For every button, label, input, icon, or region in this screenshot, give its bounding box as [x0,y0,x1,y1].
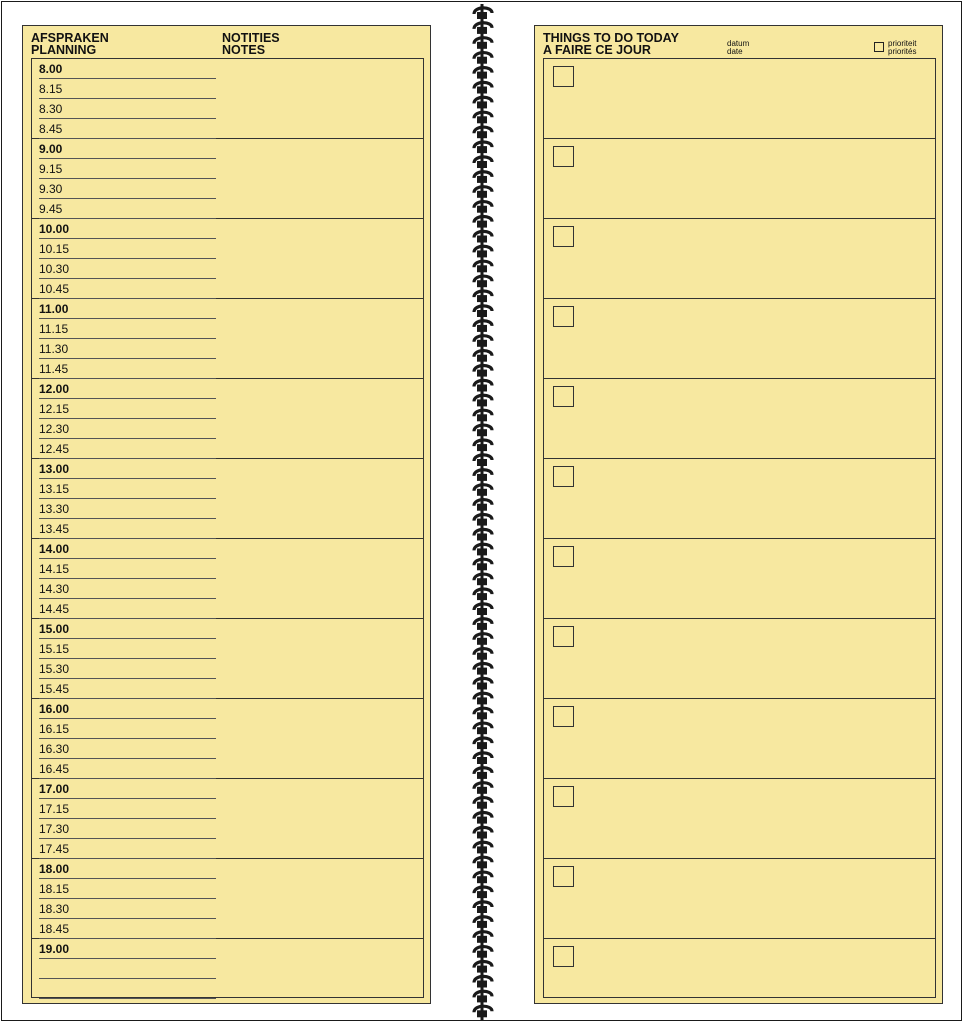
hour-block [32,859,423,939]
spiral-clip [477,563,487,570]
spiral-clip [477,12,487,19]
appointments-header [31,32,109,56]
todo-row[interactable] [544,779,935,859]
spiral-clip [477,936,487,943]
spiral-clip [477,429,487,436]
spiral-clip [477,981,487,988]
spiral-clip [477,519,487,526]
spiral-clip [477,355,487,362]
time-slot[interactable]: 17.30 [39,819,216,839]
spiral-clip [477,995,487,1002]
time-slot[interactable]: 18.15 [39,879,216,899]
notes-header-nl: NOTITIES [222,31,280,45]
time-slot[interactable]: 17.45 [39,839,216,859]
time-slot[interactable]: 17.15 [39,799,216,819]
time-slot[interactable]: 13.00 [39,459,216,479]
time-slot[interactable]: 13.30 [39,499,216,519]
spiral-clip [477,906,487,913]
spiral-clip [477,444,487,451]
spiral-clip [477,876,487,883]
spiral-clip [477,504,487,511]
hour-block [32,379,423,459]
time-slot[interactable] [39,959,216,979]
time-slot[interactable]: 14.15 [39,559,216,579]
spiral-clip [477,399,487,406]
spiral-clip [477,236,487,243]
todo-checkbox[interactable] [553,466,574,487]
spiral-clip [477,489,487,496]
todo-checkbox[interactable] [553,226,574,247]
spiral-clip [477,891,487,898]
spiral-clip [477,340,487,347]
spiral-clip [477,534,487,541]
spiral-clip [477,1010,487,1017]
time-slot[interactable]: 15.15 [39,639,216,659]
time-slot[interactable]: 15.45 [39,679,216,699]
time-slot[interactable]: 18.45 [39,919,216,939]
time-slot[interactable]: 15.00 [39,619,216,639]
time-slot[interactable]: 11.30 [39,339,216,359]
spiral-clip [477,131,487,138]
time-slot[interactable]: 16.00 [39,699,216,719]
time-slot[interactable]: 12.30 [39,419,216,439]
spiral-clip [477,101,487,108]
todo-checkbox[interactable] [553,866,574,887]
spiral-clip [477,27,487,34]
spiral-clip [477,87,487,94]
spiral-clip [477,817,487,824]
spiral-clip [477,459,487,466]
time-slot[interactable]: 8.15 [39,79,216,99]
spiral-clip [477,385,487,392]
spiral-clip [477,176,487,183]
spiral-clip [477,221,487,228]
time-slot[interactable]: 8.45 [39,119,216,139]
time-slot[interactable]: 9.00 [39,139,216,159]
time-slot[interactable]: 14.45 [39,599,216,619]
todo-checkbox[interactable] [553,706,574,727]
todo-grid [543,58,936,998]
todo-checkbox[interactable] [553,946,574,967]
todo-row[interactable] [544,619,935,699]
time-slot[interactable]: 19.00 [39,939,216,959]
spiral-clip [477,206,487,213]
time-slot[interactable]: 16.30 [39,739,216,759]
time-slot[interactable]: 15.30 [39,659,216,679]
date-label [727,40,749,56]
todo-page [534,25,943,1004]
spiral-clip [477,161,487,168]
spiral-clip [477,653,487,660]
priority-label-fr: priorités [888,47,917,56]
spiral-clip [477,191,487,198]
spiral-clip [477,72,487,79]
spiral-clip [477,608,487,615]
todo-row[interactable] [544,299,935,379]
spiral-clip [477,265,487,272]
spiral-clip [477,772,487,779]
time-slot[interactable]: 10.00 [39,219,216,239]
hour-block [32,459,423,539]
spiral-clip [477,802,487,809]
todo-row[interactable] [544,859,935,939]
todo-checkbox[interactable] [553,786,574,807]
spiral-clip [477,951,487,958]
spiral-clip [477,832,487,839]
todo-checkbox[interactable] [553,546,574,567]
date-label-nl: datum [727,39,750,48]
spiral-clip [477,310,487,317]
spiral-clip [477,966,487,973]
spiral-clip [477,757,487,764]
hour-block [32,699,423,779]
time-slot[interactable]: 13.45 [39,519,216,539]
time-slot[interactable]: 14.00 [39,539,216,559]
spiral-clip [477,116,487,123]
spiral-clip [477,727,487,734]
date-label-fr: date [727,47,743,56]
spiral-clip [477,712,487,719]
appointments-header-fr: PLANNING [31,43,97,57]
time-slot[interactable] [39,979,216,999]
todo-checkbox[interactable] [553,626,574,647]
spiral-clip [477,668,487,675]
todo-row[interactable] [544,939,935,996]
todo-header-fr: A FAIRE CE JOUR [543,43,651,57]
hour-block [32,59,423,139]
todo-row[interactable] [544,379,935,459]
priority-label-nl: prioriteit [888,39,917,48]
time-slot[interactable]: 10.15 [39,239,216,259]
hour-block [32,219,423,299]
spiral-clip [477,414,487,421]
time-slot[interactable]: 12.00 [39,379,216,399]
todo-row[interactable] [544,539,935,619]
todo-row[interactable] [544,219,935,299]
appointments-page [22,25,431,1004]
spiral-clip [477,474,487,481]
spiral-clip [477,250,487,257]
time-slot[interactable]: 16.15 [39,719,216,739]
todo-row[interactable] [544,139,935,219]
spiral-binding [468,0,498,1024]
priority-legend-checkbox [874,42,884,52]
time-slot[interactable]: 11.00 [39,299,216,319]
todo-checkbox[interactable] [553,146,574,167]
time-slot[interactable]: 18.30 [39,899,216,919]
spiral-clip [477,370,487,377]
spiral-clip [477,548,487,555]
time-slot[interactable]: 8.30 [39,99,216,119]
spiral-clip [477,683,487,690]
time-slot[interactable]: 13.15 [39,479,216,499]
time-slot[interactable]: 9.45 [39,199,216,219]
spiral-clip [477,325,487,332]
time-slot[interactable]: 8.00 [39,59,216,79]
todo-header-en: THINGS TO DO TODAY [543,31,679,45]
spiral-clip [477,42,487,49]
spiral-clip [477,57,487,64]
hour-block [32,539,423,619]
spiral-clip [477,921,487,928]
todo-row[interactable] [544,459,935,539]
todo-row[interactable] [544,699,935,779]
time-slot[interactable]: 16.45 [39,759,216,779]
time-slot[interactable]: 10.30 [39,259,216,279]
hour-block [32,779,423,859]
appointments-grid [31,58,424,998]
time-slot[interactable]: 9.30 [39,179,216,199]
spiral-clip [477,593,487,600]
hour-block [32,299,423,379]
time-slot[interactable]: 10.45 [39,279,216,299]
spiral-clip [477,623,487,630]
spiral-clip [477,697,487,704]
time-slot[interactable]: 17.00 [39,779,216,799]
todo-row[interactable] [544,59,935,139]
spiral-clip [477,787,487,794]
time-slot[interactable]: 12.15 [39,399,216,419]
todo-checkbox[interactable] [553,66,574,87]
spiral-clip [477,578,487,585]
time-slot[interactable]: 9.15 [39,159,216,179]
time-slot[interactable]: 11.45 [39,359,216,379]
spiral-clip [477,146,487,153]
time-slot[interactable]: 14.30 [39,579,216,599]
todo-checkbox[interactable] [553,386,574,407]
priority-label [888,40,916,56]
hour-block [32,939,423,996]
hour-block [32,139,423,219]
todo-checkbox[interactable] [553,306,574,327]
spiral-clip [477,846,487,853]
time-slot[interactable]: 12.45 [39,439,216,459]
spiral-clip [477,861,487,868]
spiral-clip [477,280,487,287]
spiral-clip [477,638,487,645]
spiral-clip [477,742,487,749]
hour-block [32,619,423,699]
spiral-clip [477,295,487,302]
time-slot[interactable]: 18.00 [39,859,216,879]
notes-header-en: NOTES [222,43,266,57]
time-slot[interactable]: 11.15 [39,319,216,339]
todo-header [543,32,679,56]
appointments-header-nl: AFSPRAKEN [31,31,109,45]
notes-header [222,32,280,56]
